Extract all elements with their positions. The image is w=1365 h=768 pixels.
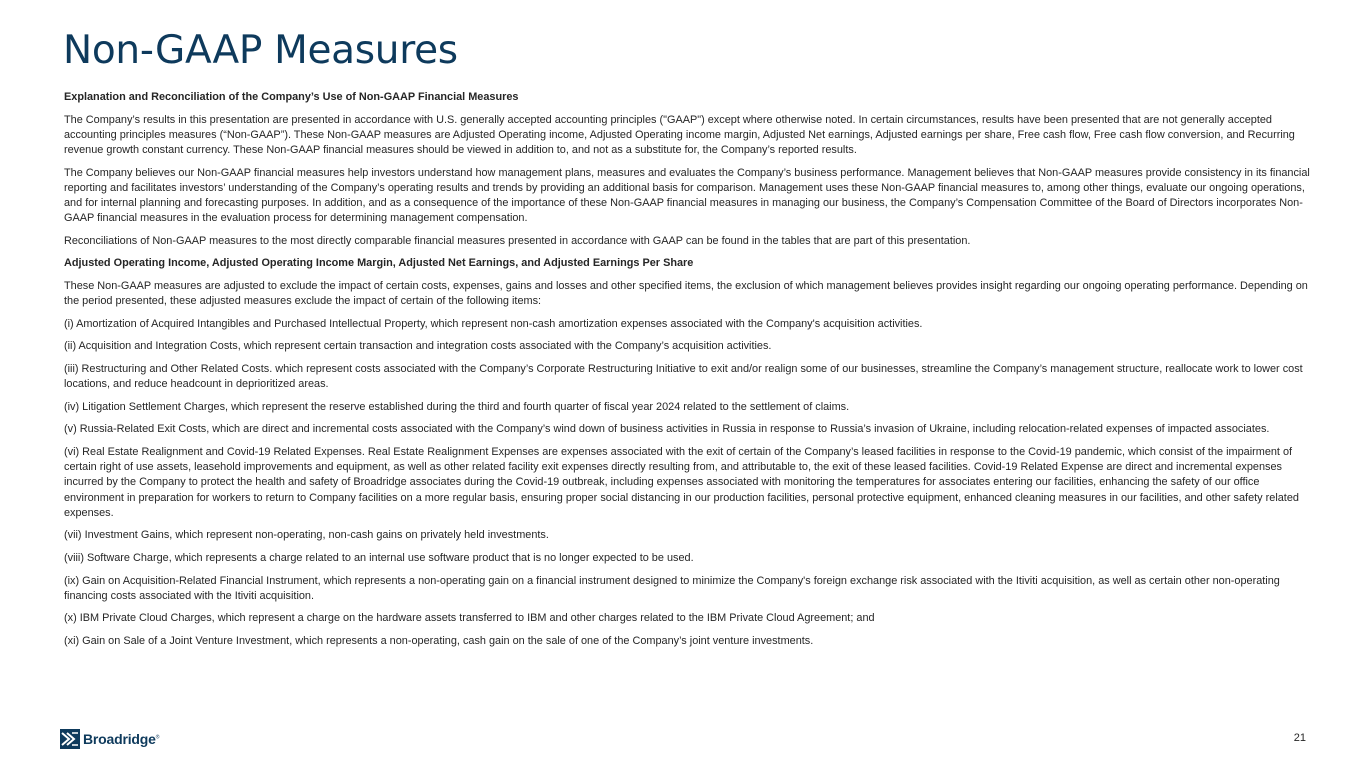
list-item: (ii) Acquisition and Integration Costs, which represent certain transaction and integration costs associated with the Company’s acquisition activities.: [64, 340, 772, 353]
paragraph-adjusted-intro: These Non-GAAP measures are adjusted to exclude the impact of certain costs, expenses, gains and losses and other specified items, the exclusion of which management believes provides insight regarding our ongoing operating performance. Depending on the period presented, these adjusted measures exclude the impact of certain of the following items:: [64, 279, 1308, 308]
list-item: (v) Russia-Related Exit Costs, which are direct and incremental costs associated with the Company’s wind down of business activities in Russia in response to Russia’s invasion of Ukraine, including relocation-related expenses of impacted associates.: [64, 423, 1270, 436]
list-item: (iii) Restructuring and Other Related Costs. which represent costs associated with the Company’s Corporate Restructuring Initiative to exit and/or realign some of our businesses, streamline the Company’s management structure, reallocate work to lower cost locations, and reduce headcount in deprioritized areas.: [64, 362, 1303, 391]
list-item: (x) IBM Private Cloud Charges, which represent a charge on the hardware assets transferred to IBM and other charges related to the IBM Private Cloud Agreement; and: [64, 612, 875, 625]
section-heading-explanation: Explanation and Reconciliation of the Company’s Use of Non-GAAP Financial Measures: [64, 91, 519, 103]
broadridge-logo: [60, 729, 159, 749]
body-content: [64, 90, 1314, 657]
list-item: (i) Amortization of Acquired Intangibles and Purchased Intellectual Property, which represent non-cash amortization expenses associated with the Company's acquisition activities.: [64, 317, 923, 330]
page-title: Non-GAAP Measures: [63, 28, 458, 73]
list-item: (vi) Real Estate Realignment and Covid-19 Related Expenses. Real Estate Realignment Expenses are expenses associated with the exit of certain of the Company’s leased facilities in response to the Covid-19 pandemic, which consist of the impairment of certain right of use assets, leasehold improvements and equipment, as well as other related facility exit expenses directly resulting from, and attributable to, the exit of these leased facilities. Covid-19 Related Expense are direct and incremental expenses incurred by the Company to protect the health and safety of Broadridge associates during the Covid-19 outbreak, including expenses associated with monitoring the temperatures for associates entering our facilities, enhancing the safety of our office environment in preparation for workers to return to Company facilities on a more regular basis, ensuring proper social distancing in our production facilities, personal protective equipment, enhanced cleaning measures in our facilities, and other safety related expenses.: [64, 445, 1299, 519]
page-number: 21: [1293, 732, 1306, 744]
paragraph-reconciliations: Reconciliations of Non-GAAP measures to the most directly comparable financial measures presented in accordance with GAAP can be found in the tables that are part of this presentation.: [64, 234, 971, 247]
logo-text: Broadridge®: [83, 731, 160, 747]
broadridge-logo-icon: [60, 729, 80, 749]
paragraph-gaap-overview: The Company’s results in this presentation are presented in accordance with U.S. generally accepted accounting principles ("GAAP") except where otherwise noted. In certain circumstances, results have been presented that are not generally accepted accounting principles measures (“Non-GAAP”). These Non-GAAP measures are Adjusted Operating income, Adjusted Operating income margin, Adjusted Net earnings, Adjusted earnings per share, Free cash flow, Free cash flow conversion, and Recurring revenue growth constant currency. These Non-GAAP financial measures should be viewed in addition to, and not as a substitute for, the Company’s reported results.: [64, 113, 1295, 156]
section-heading-adjusted-measures: Adjusted Operating Income, Adjusted Operating Income Margin, Adjusted Net Earnings, and Adjusted Earnings Per Share: [64, 257, 694, 270]
list-item: (iv) Litigation Settlement Charges, which represent the reserve established during the third and fourth quarter of fiscal year 2024 related to the settlement of claims.: [64, 400, 850, 413]
list-item: (vii) Investment Gains, which represent non-operating, non-cash gains on privately held investments.: [64, 529, 549, 542]
list-item: (viii) Software Charge, which represents a charge related to an internal use software product that is no longer expected to be used.: [64, 551, 694, 564]
paragraph-management-use: The Company believes our Non-GAAP financial measures help investors understand how management plans, measures and evaluates the Company’s business performance. Management believes that Non-GAAP measures provide consistency in its financial reporting and facilitates investors’ understanding of the Company’s operating results and trends by providing an additional basis for comparison. Management uses these Non-GAAP financial measures to, among other things, evaluate our ongoing operations, and for internal planning and forecasting purposes. In addition, and as a consequence of the importance of these Non-GAAP financial measures in managing our business, the Company’s Compensation Committee of the Board of Directors incorporates Non-GAAP financial measures in the evaluation process for determining management compensation.: [64, 166, 1310, 225]
list-item: (ix) Gain on Acquisition-Related Financial Instrument, which represents a non-operating gain on a financial instrument designed to minimize the Company's foreign exchange risk associated with the Itiviti acquisition, as well as certain other non-operating financing costs associated with the Itiviti acquisition.: [64, 574, 1280, 602]
list-item: (xi) Gain on Sale of a Joint Venture Investment, which represents a non-operating, cash gain on the sale of one of the Company’s joint venture investments.: [64, 634, 814, 647]
